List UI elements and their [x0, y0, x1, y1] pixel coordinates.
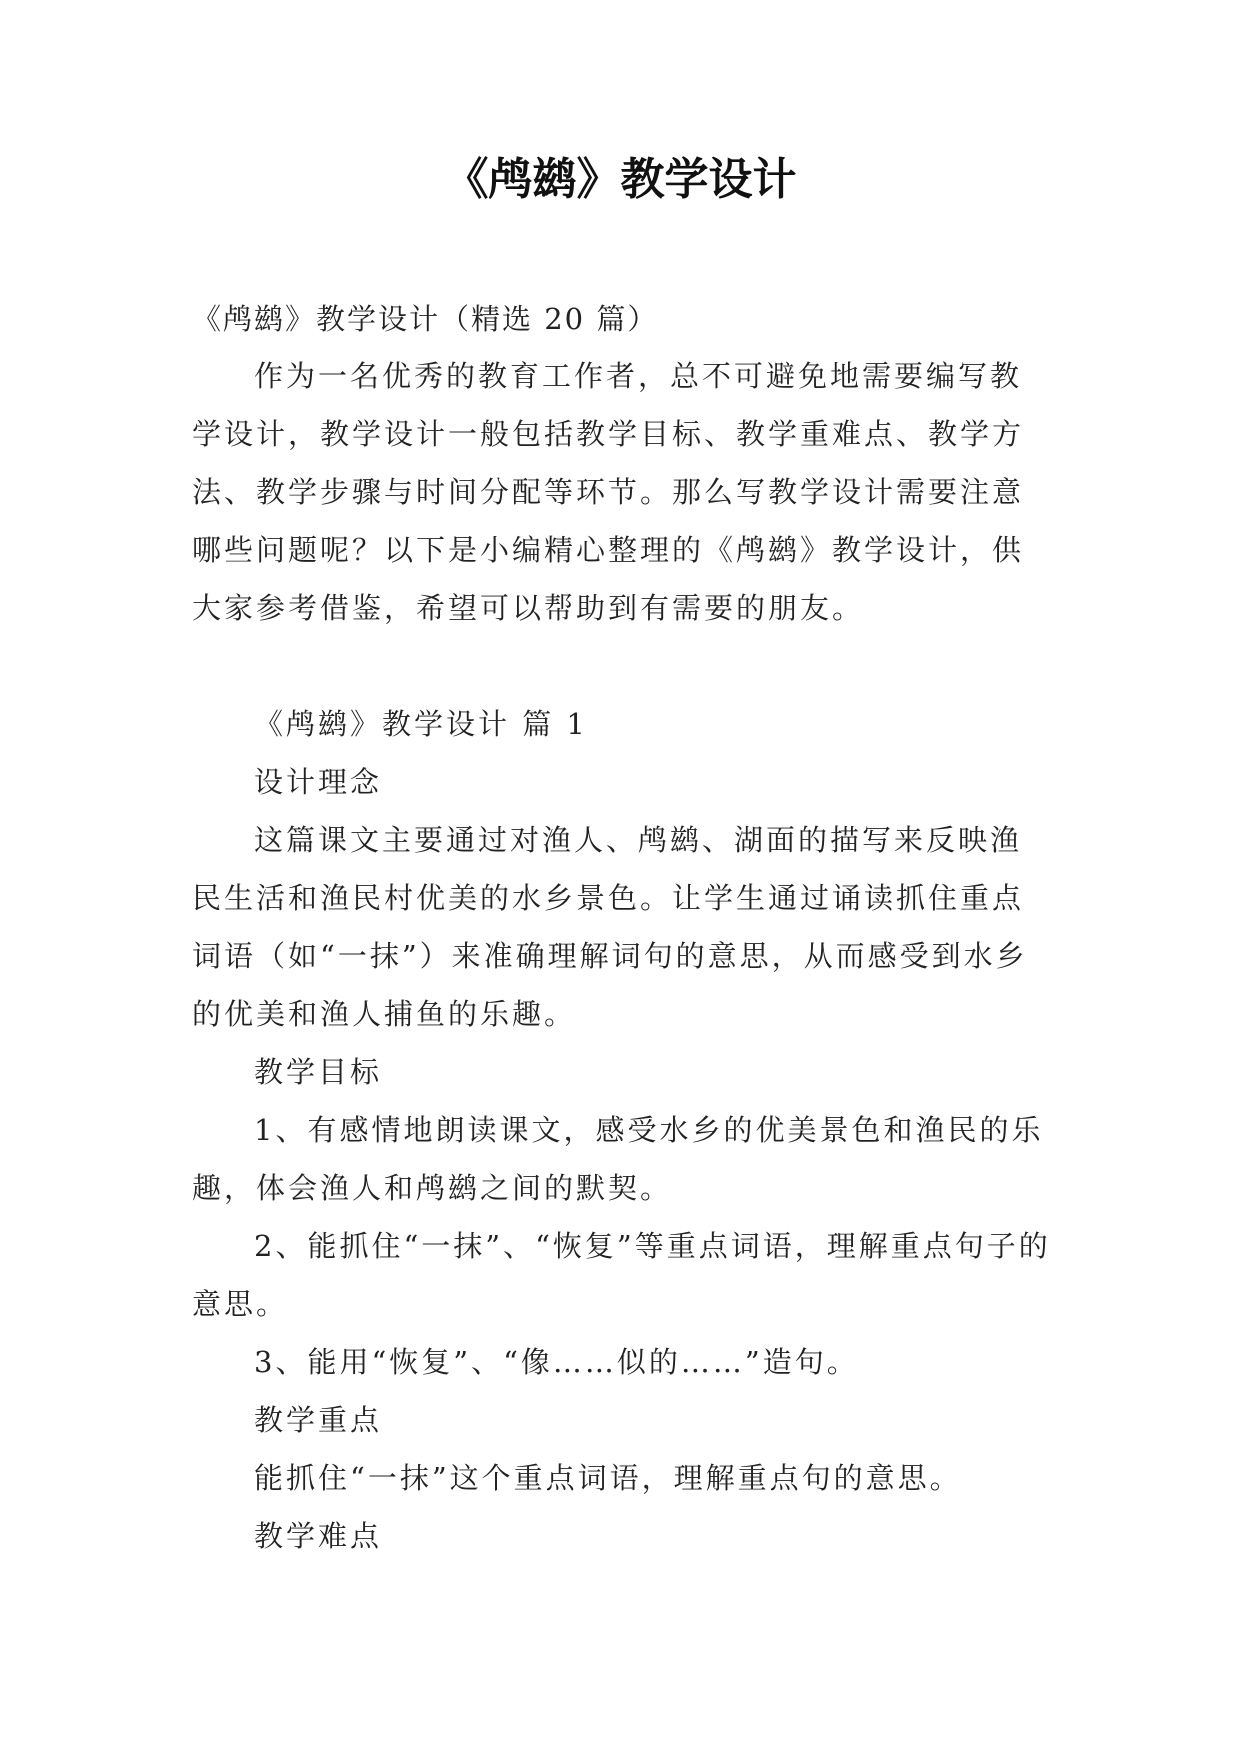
- section-heading: 《鸬鹚》教学设计 篇 1: [254, 707, 588, 741]
- teaching-goal-item: 3、能用“恢复”、“像……似的……”造句。: [254, 1345, 859, 1379]
- design-concept-heading: 设计理念: [254, 765, 383, 799]
- document-subtitle: 《鸬鹚》教学设计（精选 20 篇）: [192, 302, 659, 336]
- design-concept-paragraph: 这篇课文主要通过对渔人、鸬鹚、湖面的描写来反映渔民生活和渔民村优美的水乡景色。让学生通过诵读抓住重点词语（如“一抹”）来准确理解词句的意思，从而感受到水乡的优美和渔人捕鱼的乐趣。: [192, 823, 1028, 1031]
- key-point-heading: 教学重点: [254, 1403, 383, 1437]
- document-title: 《鸬鹚》教学设计: [444, 154, 797, 205]
- teaching-goal-item: 2、能抓住“一抹”、“恢复”等重点词语，理解重点句子的意思。: [192, 1229, 1051, 1321]
- intro-paragraph: 作为一名优秀的教育工作者，总不可避免地需要编写教学设计，教学设计一般包括教学目标、教学重难点、教学方法、教学步骤与时间分配等环节。那么写教学设计需要注意哪些问题呢？以下是小编精心整理的《鸬鹚》教学设计，供大家参考借鉴，希望可以帮助到有需要的朋友。: [192, 359, 1025, 625]
- key-point-paragraph: 能抓住“一抹”这个重点词语，理解重点句的意思。: [254, 1461, 962, 1495]
- teaching-goals-heading: 教学目标: [254, 1055, 383, 1089]
- teaching-goal-item: 1、有感情地朗读课文，感受水乡的优美景色和渔民的乐趣，体会渔人和鸬鹚之间的默契。: [192, 1113, 1044, 1205]
- difficulty-heading: 教学难点: [254, 1519, 383, 1553]
